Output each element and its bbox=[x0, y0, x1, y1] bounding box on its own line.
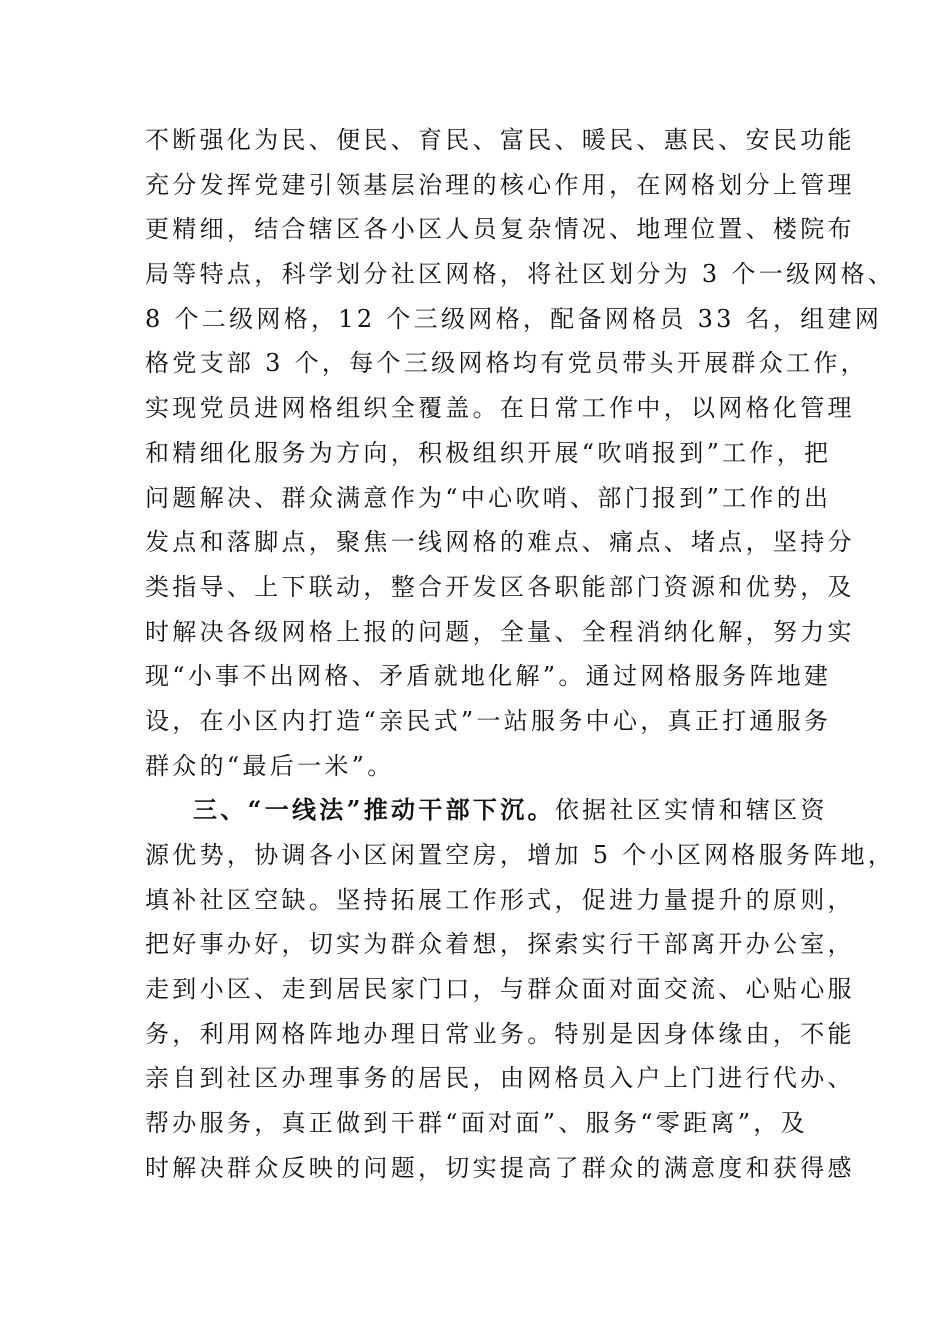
text-line: 亲自到社区办理事务的居民，由网格员入户上门进行代办、 bbox=[145, 1064, 855, 1093]
text-line: 填补社区空缺。坚持拓展工作形式，促进力量提升的原则， bbox=[145, 885, 855, 914]
text-line: 发点和落脚点，聚焦一线网格的难点、痛点、堵点，坚持分 bbox=[145, 528, 855, 557]
paragraph-1 bbox=[145, 118, 896, 788]
text-line: 群众的“最后一米”。 bbox=[145, 751, 395, 780]
paragraph-2-first-line bbox=[145, 788, 835, 833]
text-line: 设，在小区内打造“亲民式”一站服务中心，真正打通服务 bbox=[145, 706, 832, 735]
text-line: 时解决各级网格上报的问题，全量、全程消纳化解，努力实 bbox=[145, 617, 855, 646]
text-line: 时解决群众反映的问题，切实提高了群众的满意度和获得感 bbox=[145, 1153, 855, 1182]
section-heading: 三、“一线法”推动干部下沉。 bbox=[193, 795, 555, 825]
text-line: 不断强化为民、便民、育民、富民、暖民、惠民、安民功能 bbox=[145, 126, 855, 154]
text-line: 局等特点，科学划分社区网格，将社区划分为 3 个一级网格、 bbox=[145, 260, 896, 289]
text-line: 走到小区、走到居民家门口，与群众面对面交流、心贴心服 bbox=[145, 975, 855, 1004]
text-line: 问题解决、群众满意作为“中心吹哨、部门报到”工作的出 bbox=[145, 483, 832, 512]
paragraph-2 bbox=[145, 788, 896, 1190]
text-line: 源优势，协调各小区闲置空房，增加 5 个小区网格服务阵地， bbox=[145, 841, 896, 869]
text-line: 帮办服务，真正做到干群“面对面”、服务“零距离”，及 bbox=[145, 1109, 808, 1138]
text-line: 和精细化服务为方向，积极组织开展“吹哨报到”工作，把 bbox=[145, 438, 832, 467]
text-line: 现“小事不出网格、矛盾就地化解”。通过网格服务阵地建 bbox=[145, 662, 832, 691]
text-line: 实现党员进网格组织全覆盖。在日常工作中，以网格化管理 bbox=[145, 394, 855, 423]
text-line: 类指导、上下联动，整合开发区各职能部门资源和优势，及 bbox=[145, 572, 855, 601]
text-line: 把好事办好，切实为群众着想，探索实行干部离开办公室， bbox=[145, 930, 855, 959]
text-line: 务，利用网格阵地办理日常业务。特别是因身体缘由，不能 bbox=[145, 1019, 855, 1048]
body-text bbox=[145, 118, 896, 1191]
text-line: 8 个二级网格，12 个三级网格，配备网格员 33 名，组建网 bbox=[145, 304, 883, 333]
text-fragment: 依据社区实情和辖区资 bbox=[554, 796, 828, 825]
text-line: 格党支部 3 个，每个三级网格均有党员带头开展群众工作， bbox=[145, 349, 868, 378]
text-line: 更精细，结合辖区各小区人员复杂情况、地理位置、楼院布 bbox=[145, 215, 855, 244]
text-line: 充分发挥党建引领基层治理的核心作用，在网格划分上管理 bbox=[145, 170, 855, 199]
